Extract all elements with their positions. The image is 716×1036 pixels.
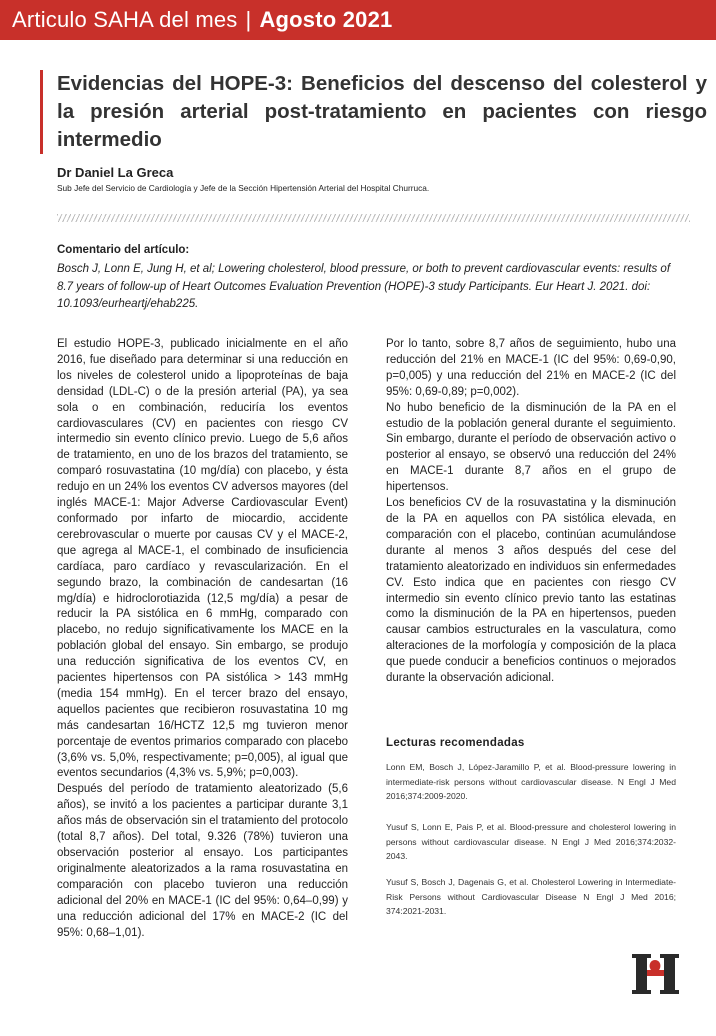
- header-banner: [0, 0, 716, 40]
- body-paragraph: El estudio HOPE-3, publicado inicialmente en el año 2016, fue diseñado para determinar si una reducción en los niveles de colesterol unido a lipoproteínas de baja densidad (LDL-C) o de la presión arterial (PA), ya sea sola o en combinación, reduciría los eventos cardiovasculares (CV) en pacientes con riesgo CV intermedio sin evento clínico previo. Luego de 5,6 años de tratamiento, en uno de los brazos del tratamiento, se comparó rosuvastatina (10 mg/día) con placebo, y ésta redujo en un 24% los eventos CV adversos mayores (del inglés MACE-1: Major Adverse Cardiovascular Event) conformado por infarto de miocardio, accidente cerebrovascular o muerte por causas CV y el MACE-2, que agrega al MACE-1, el combinado de insuficiencia cardíaca, paro cardíaco y revascularización. En el segundo brazo, la combinación de candesartan (16 mg/día) e hidroclorotiazida (12,5 mg/día) a pesar de reducir la PA sistólica en 6 mmHg, comparado con placebo, no redujo significativamente los MACE en la población global del ensayo. Sin embargo, se produjo una reducción significativa de los eventos CV, en pacientes hipertensos con PA sistólica > 143 mmHg (media 154 mmHg). En el tercer brazo del ensayo, aquellos pacientes que recibieron rosuvastatina 10 mg más candesartan 16/HCTZ 12,5 mg tuvieron menor porcentaje de eventos primarios comparado con placebo (3,6% vs. 5,0%, respectivamente; p=0,005), al igual que eventos secundarios (4,3% vs. 5,9%; p=0,003).: [57, 338, 348, 780]
- body-paragraph: Los beneficios CV de la rosuvastatina y la disminución de la PA en aquellos con PA sistólica elevada, en comparación con el placebo, continúan acumulándose durante al menos 3 años después del cese del tratamiento aleatorizado en individuos sin enfermedades CV. Esto indica que en pacientes con riesgo CV intermedio sin evento clínico previo tanto las estatinas como la disminución de la PA en hipertensos, pueden causar cambios estructurales en la vasculatura, como alteraciones de la morfología y composición de la placa que puede conducir a beneficios continuos o mejorados durante la observación adicional.: [386, 497, 676, 685]
- body-column-right: [386, 337, 676, 687]
- comment-citation: Bosch J, Lonn E, Jung H, et al; Lowering cholesterol, blood pressure, or both to prevent cardiovascular events: results of 8.7 years of follow-up of Heart Outcomes Evaluation Prevention (HOPE)-3 study Participants. Eur Heart J. 2021. doi: 10.1093/eurheartj/ehab225.: [57, 263, 671, 310]
- reference-item: Lonn EM, Bosch J, López-Jaramillo P, et al. Blood-pressure lowering in intermediate-risk persons without cardiovascular disease. N Engl J Med 2016;374:2009-2020.: [386, 762, 676, 801]
- reference-item: Yusuf S, Bosch J, Dagenais G, et al. Cholesterol Lowering in Intermediate-Risk Persons without Cardiovascular Disease N Engl J Med 2016; 374:2021-2031.: [386, 877, 676, 916]
- article-title: Evidencias del HOPE-3: Beneficios del descenso del colesterol y la presión arterial post-tratamiento en pacientes con riesgo intermedio: [57, 72, 707, 151]
- banner-month: Agosto 2021: [259, 7, 393, 32]
- banner-series: Articulo SAHA del mes: [12, 7, 238, 32]
- title-block: [40, 70, 707, 154]
- comment-heading: Comentario del artículo:: [57, 244, 190, 256]
- author-affiliation: Sub Jefe del Servicio de Cardiología y Jefe de la Sección Hipertensión Arterial del Hospital Churruca.: [57, 183, 430, 193]
- hatched-divider: [57, 214, 690, 222]
- body-paragraph: Después del período de tratamiento aleatorizado (5,6 años), se invitó a los pacientes a participar durante 3,1 años más de observación sin el tratamiento del protocolo (total 8,7 años). Del total, 9.326 (78%) tuvieron una observación posterior al ensayo. Los participantes originalmente aleatorizados a la rama rosuvastatina en comparación con placebo tuvieron una reducción adicional del 20% en MACE-1 (IC del 95%: 0,64–0,99) y una reducción adicional del 17% en MACE-2 (IC del 95%: 0,68–1,01).: [57, 783, 348, 939]
- body-paragraph: No hubo beneficio de la disminución de la PA en el estudio de la población general durante el seguimiento. Sin embargo, durante el período de observación activo o posterior al ensayo, se observó una reducción del 24% en MACE-1 durante 8,7 años en el grupo de hipertensos.: [386, 401, 676, 494]
- readings-heading: Lecturas recomendadas: [386, 737, 525, 749]
- body-column-left: [57, 337, 348, 941]
- reference-item: Yusuf S, Lonn E, Pais P, et al. Blood-pressure and cholesterol lowering in persons without cardiovascular disease. N Engl J Med 2016;374:2032-2043.: [386, 822, 676, 861]
- banner-separator: |: [245, 7, 252, 32]
- author-name: Dr Daniel La Greca: [57, 165, 174, 180]
- saha-logo-icon: [628, 950, 684, 998]
- body-paragraph: Por lo tanto, sobre 8,7 años de seguimiento, hubo una reducción del 21% en MACE-1 (IC del 95%: 0,69-0,90, p=0,005) y una reducción del 21% en MACE-2 (IC del 95%: 0,69-0,89; p=0,002).: [386, 338, 676, 398]
